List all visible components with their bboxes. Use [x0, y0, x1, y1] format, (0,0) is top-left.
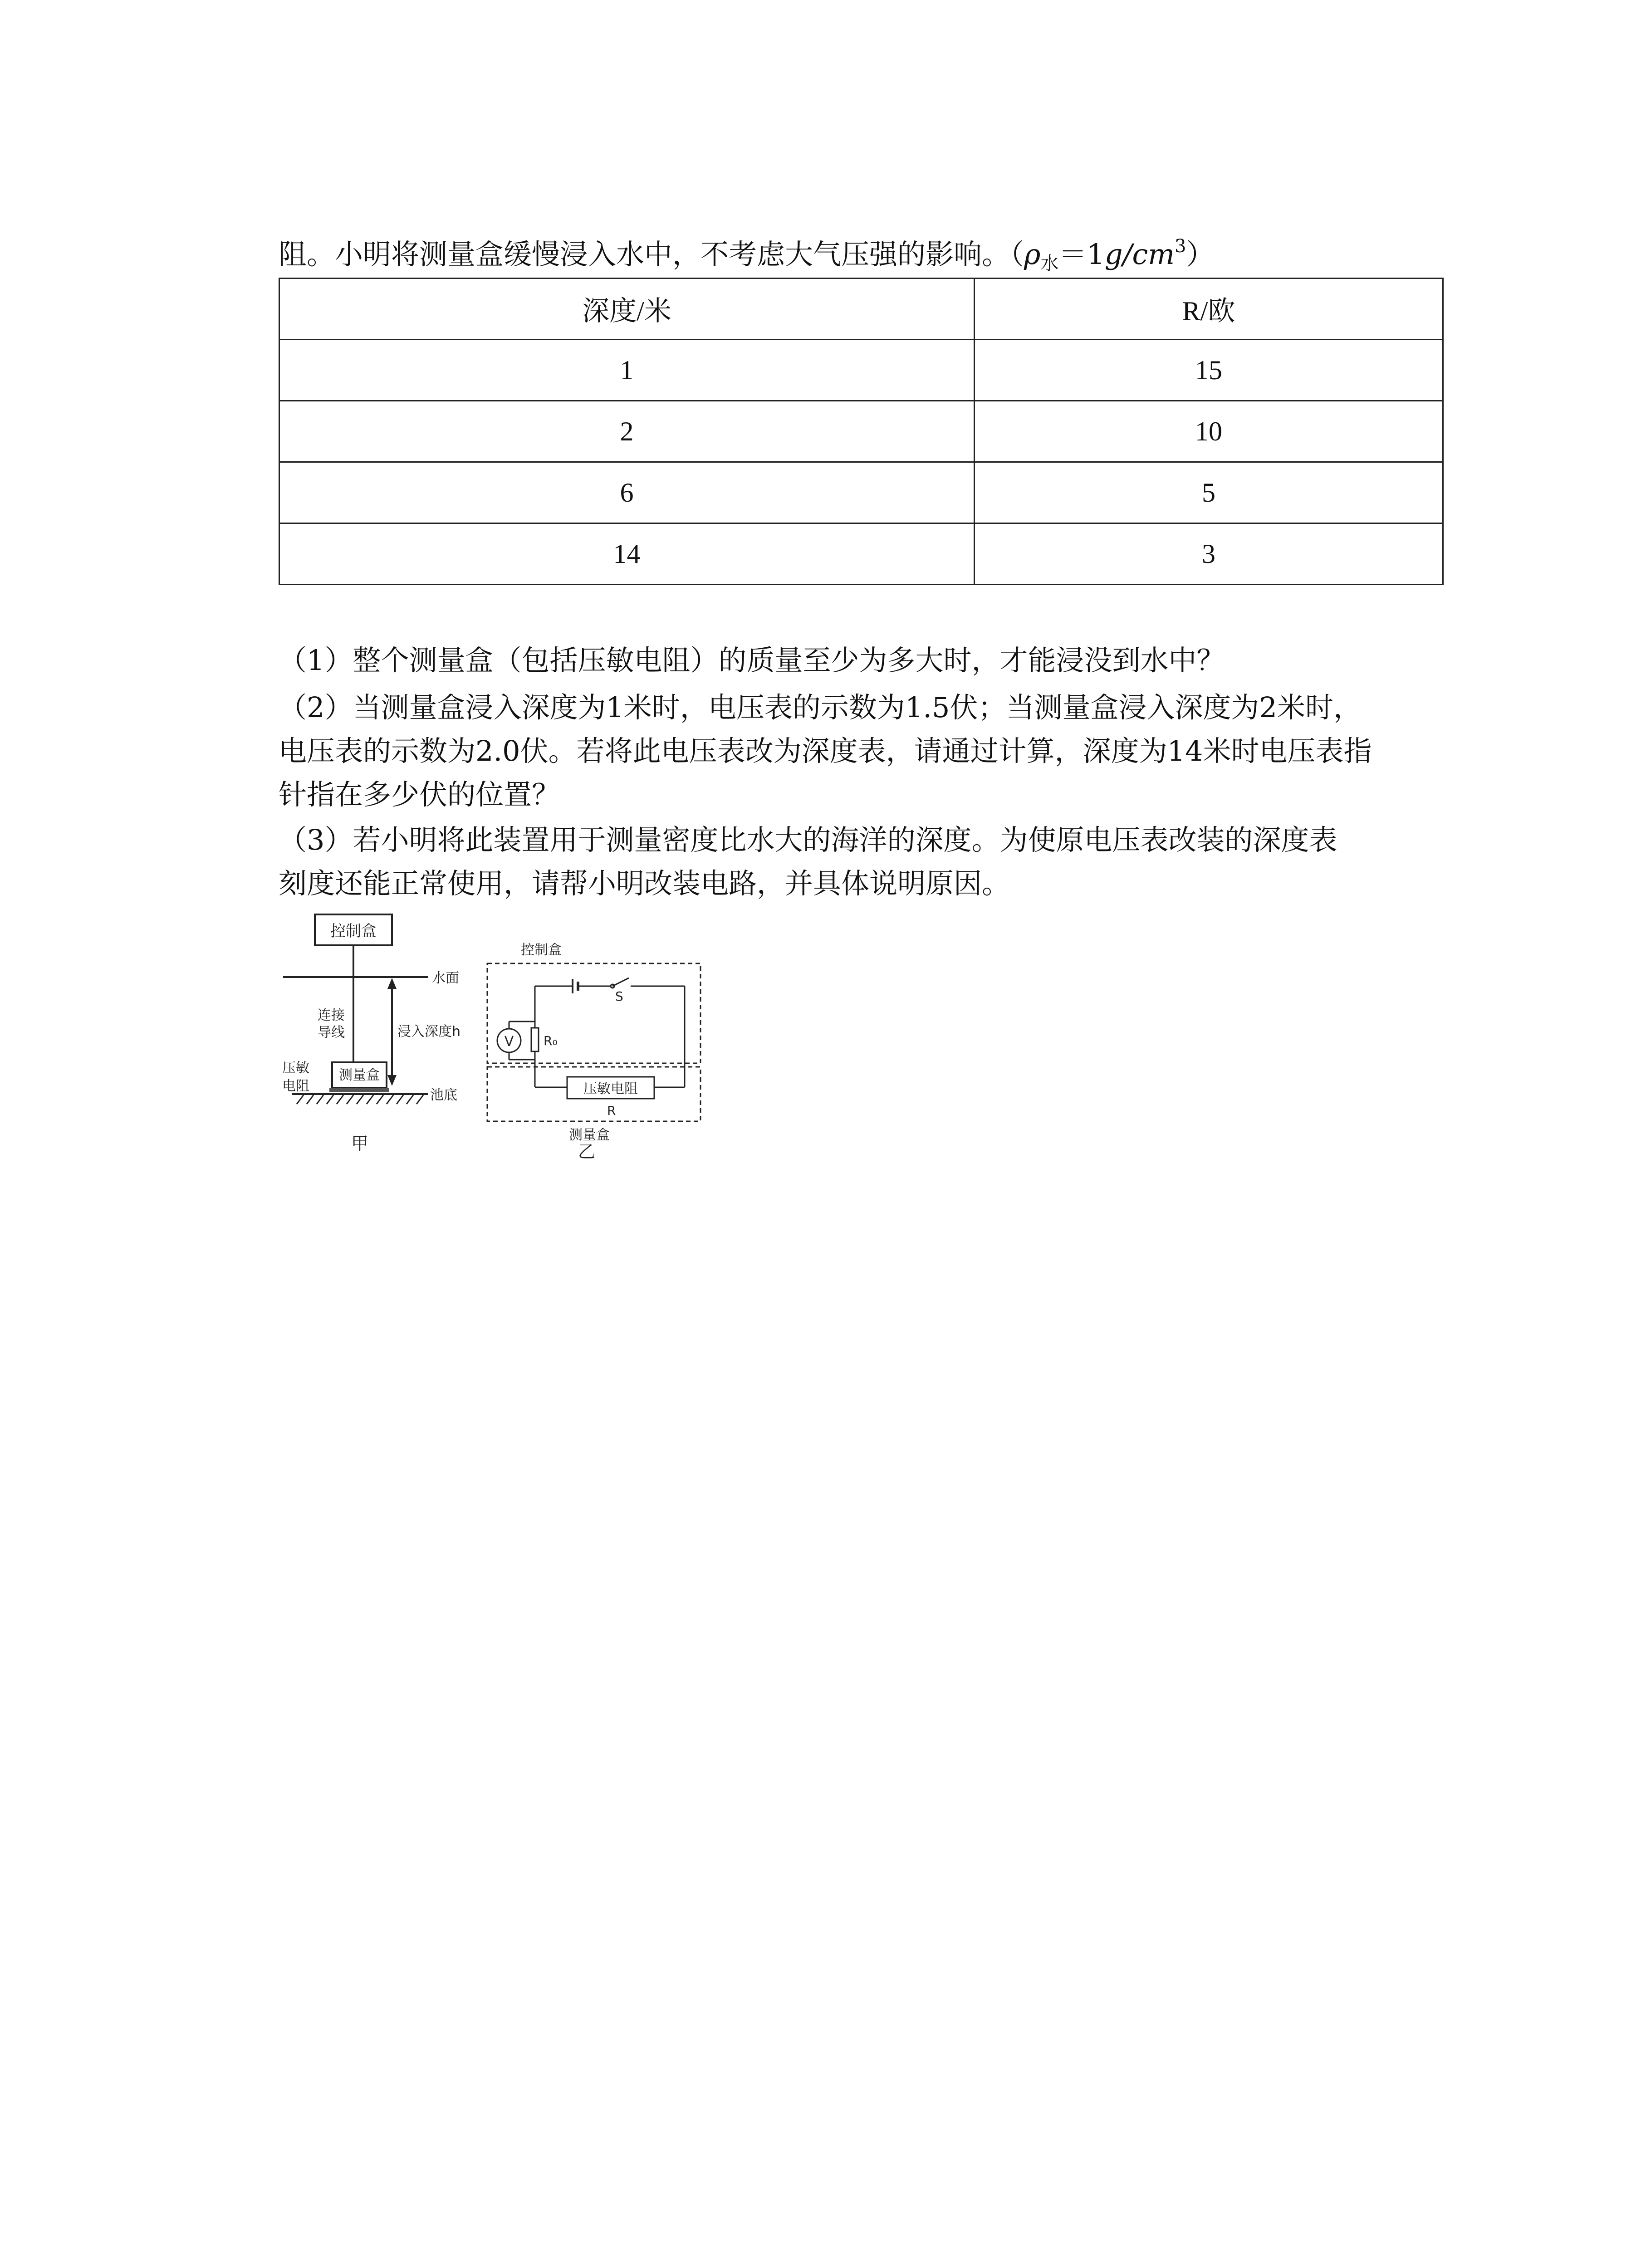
- question-1: （1）整个测量盒（包括压敏电阻）的质量至少为多大时，才能浸没到水中？: [279, 644, 1225, 677]
- voltmeter-label: V: [504, 1034, 514, 1050]
- question-2-line-3: 针指在多少伏的位置？: [279, 778, 560, 811]
- depth-label: 浸入深度h: [397, 1024, 461, 1040]
- sensor-resistor-label: 压敏电阻: [583, 1081, 638, 1097]
- table-header-row: [279, 279, 1443, 340]
- r-label: R: [607, 1103, 616, 1118]
- depth-arrow-bottom: [387, 1075, 397, 1086]
- intro-close: ）: [1186, 238, 1215, 271]
- header-resistance: R/欧: [975, 279, 1443, 340]
- question-3-line-1: （3）若小明将此装置用于测量密度比水大的海洋的深度。为使原电压表改装的深度表: [279, 823, 1337, 856]
- header-depth: 深度/米: [279, 279, 975, 340]
- control-box-frame: [487, 963, 700, 1063]
- sensor-label-2: 电阻: [282, 1078, 309, 1094]
- intro-text: 阻。小明将测量盒缓慢浸入水中，不考虑大气压强的影响。（: [279, 238, 1024, 271]
- cell-depth: 2: [279, 401, 975, 462]
- table-row: [279, 462, 1443, 523]
- cell-resistance: 10: [975, 401, 1443, 462]
- cell-depth: 1: [279, 340, 975, 401]
- rho-symbol: ρ: [1024, 238, 1041, 271]
- switch-label: S: [615, 989, 623, 1004]
- pool-bottom-hatch: [297, 1095, 423, 1104]
- water-surface-label: 水面: [432, 970, 459, 986]
- table-row: [279, 340, 1443, 401]
- pressure-sensor-plate: [329, 1088, 389, 1092]
- r0-label: R₀: [544, 1033, 558, 1048]
- experiment-figure: [279, 904, 732, 1186]
- question-3-line-2: 刻度还能正常使用，请帮小明改装电路，并具体说明原因。: [279, 867, 1010, 900]
- depth-resistance-table: [279, 278, 1444, 585]
- wire-label-1: 连接: [318, 1007, 345, 1023]
- rho-subscript: 水: [1040, 253, 1059, 274]
- yi-control-box-label: 控制盒: [521, 942, 562, 958]
- density-unit-exponent: 3: [1175, 236, 1186, 257]
- caption-jia: 甲: [351, 1134, 369, 1154]
- jia-measure-box-label: 测量盒: [339, 1067, 380, 1083]
- density-unit: g/cm: [1104, 238, 1175, 271]
- question-2-line-1: （2）当测量盒浸入深度为1米时，电压表的示数为1.5伏；当测量盒浸入深度为2米时，: [279, 691, 1362, 724]
- question-2-line-2: 电压表的示数为2.0伏。若将此电压表改为深度表，请通过计算，深度为14米时电压表指: [279, 734, 1372, 767]
- cell-resistance: 3: [975, 523, 1443, 585]
- cell-depth: 6: [279, 462, 975, 523]
- sensor-label-1: 压敏: [282, 1060, 309, 1076]
- cell-resistance: 15: [975, 340, 1443, 401]
- pool-bottom-label: 池底: [430, 1087, 457, 1103]
- switch-blade: [612, 978, 629, 986]
- figure-yi: [487, 942, 700, 1162]
- r0-resistor: [531, 1028, 539, 1051]
- jia-control-box-label: 控制盒: [330, 922, 377, 940]
- yi-measure-box-label: 测量盒: [569, 1127, 610, 1143]
- depth-arrow-top: [387, 978, 397, 989]
- cell-resistance: 5: [975, 462, 1443, 523]
- cell-depth: 14: [279, 523, 975, 585]
- table-row: [279, 523, 1443, 585]
- wire-label-2: 导线: [318, 1025, 345, 1041]
- figure-jia: [282, 914, 460, 1154]
- caption-yi: 乙: [578, 1142, 596, 1162]
- table-row: [279, 401, 1443, 462]
- density-equals: ＝1: [1058, 238, 1105, 271]
